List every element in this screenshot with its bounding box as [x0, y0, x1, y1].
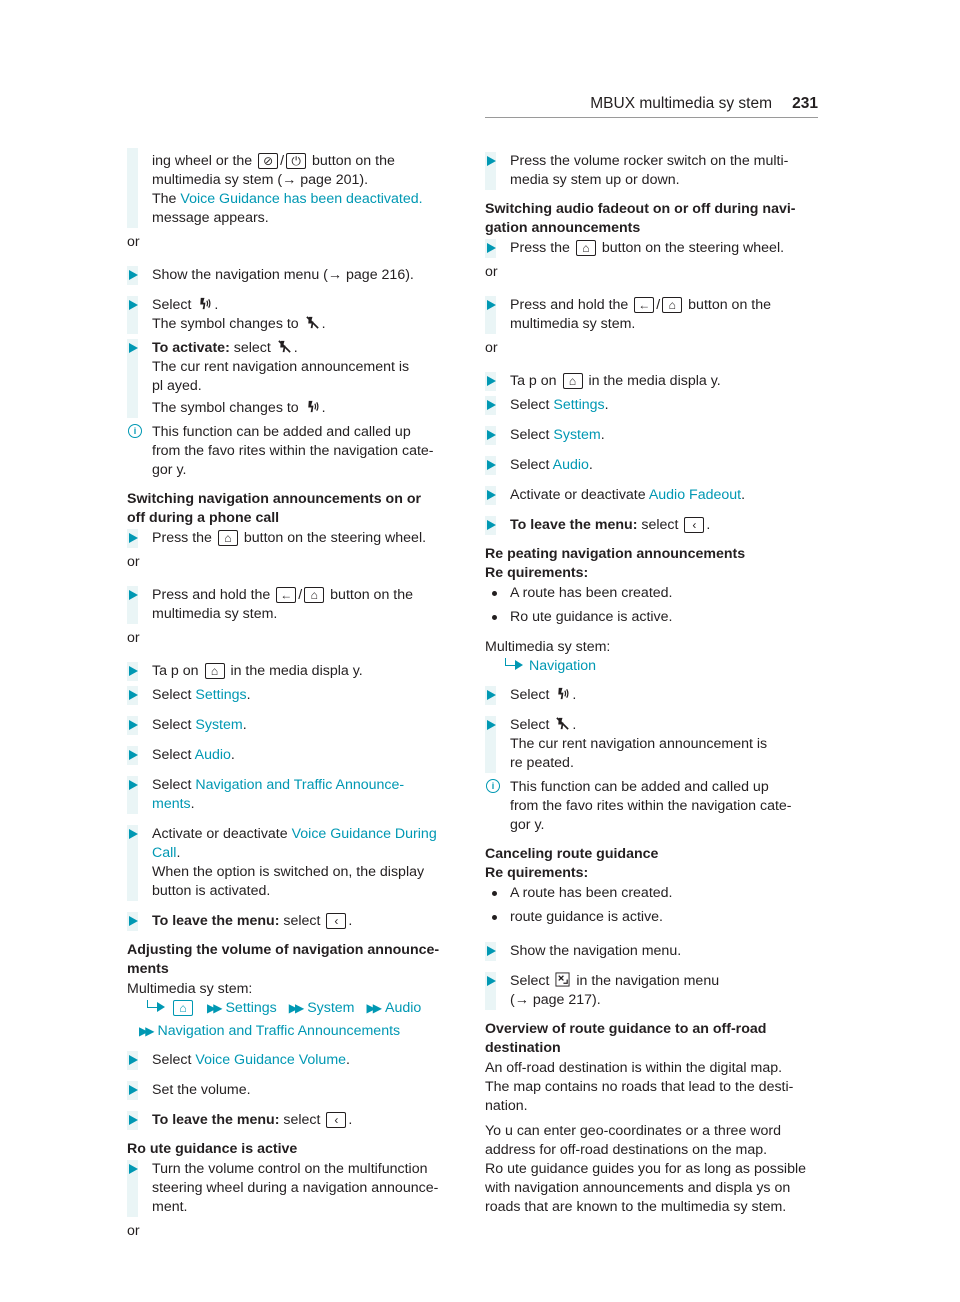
step-press-volume-rocker: Press the volume rocker switch on the multi‐ media sy stem up or down.	[485, 152, 820, 190]
path-arrow-icon	[157, 1002, 165, 1012]
step-press-home: Press the ⌂ button on the steering wheel.	[485, 239, 820, 258]
paragraph-offroad: An off-road destination is within the digital map. The map contains no roads that lead to the desti‐ nation.	[485, 1060, 794, 1114]
heading-route-active: Ro ute guidance is active	[127, 1141, 298, 1157]
step-select-system: Select System.	[127, 716, 462, 735]
step-select-settings: Select Settings.	[485, 396, 820, 415]
step-tap-home: Ta p on ⌂ in the media displa y.	[485, 372, 820, 391]
info-icon: i	[128, 424, 142, 438]
step-select-audio: Select Audio.	[485, 456, 820, 475]
step-bar	[127, 148, 138, 228]
step-arrow-icon	[487, 400, 496, 410]
step-arrow-icon	[487, 490, 496, 500]
or-text: or	[127, 1223, 140, 1239]
page-number: 231	[792, 95, 818, 112]
announcement-on-icon	[197, 296, 212, 311]
step-arrow-icon	[129, 1115, 138, 1125]
back-key-icon: ←	[634, 297, 654, 313]
step-arrow-icon	[129, 720, 138, 730]
step-select-system: Select System.	[485, 426, 820, 445]
info-icon: i	[486, 779, 500, 793]
step-select-announce-on: Select . The symbol changes to .	[127, 296, 462, 334]
step-press-home: Press the ⌂ button on the steering wheel.	[127, 529, 462, 548]
step-press-hold: Press and hold the ← / ⌂ button on the multimedia sy stem.	[127, 586, 462, 624]
announcement-on-icon	[305, 399, 320, 414]
home-icon: ⌂	[576, 240, 596, 256]
back-chevron-icon: ‹	[684, 517, 704, 533]
info-note: i This function can be added and called up from the favo rites within the navigation cate‐ gor y.	[485, 778, 820, 835]
step-show-nav-menu: Show the navigation menu (→ page 216).	[127, 266, 462, 285]
step-arrow-icon	[487, 156, 496, 166]
right-column	[485, 152, 820, 1217]
step-arrow-icon	[487, 460, 496, 470]
step-arrow-icon	[129, 270, 138, 280]
step-set-volume: Set the volume.	[127, 1081, 462, 1100]
menu-path: Navigation	[485, 657, 820, 676]
step-arrow-icon	[129, 1164, 138, 1174]
step-select-announce-repeat: Select . The cur rent navigation announcement is re peated.	[485, 716, 820, 773]
step-press-hold: Press and hold the ← / ⌂ button on the multimedia sy stem.	[485, 296, 820, 334]
heading-overview-offroad: Overview of route guidance to an off-road destination	[485, 1021, 767, 1056]
home-icon: ⌂	[563, 373, 583, 389]
requirement-item: A route has been created.	[485, 884, 820, 903]
step-select-cancel-route: Select in the navigation menu (→ page 217).	[485, 972, 820, 1010]
heading-adjust-volume: Adjusting the volume of navigation announce‐ ments	[127, 942, 440, 977]
left-column	[127, 152, 462, 1249]
announcement-off-icon	[305, 315, 320, 330]
step-arrow-icon	[129, 1085, 138, 1095]
step-arrow-icon	[487, 300, 496, 310]
home-icon: ⌂	[205, 663, 225, 679]
step-arrow-icon	[487, 946, 496, 956]
page-header	[485, 94, 818, 118]
step-arrow-icon	[129, 780, 138, 790]
announcement-on-icon	[555, 686, 570, 701]
step-select-voice-volume: Select Voice Guidance Volume.	[127, 1051, 462, 1070]
step-arrow-icon	[129, 829, 138, 839]
home-icon: ⌂	[662, 297, 682, 313]
multimedia-system-label: Multimedia sy stem:	[127, 981, 253, 997]
step-turn-volume: Turn the volume control on the multifunction steering wheel during a navigation announce‐ ment.	[127, 1160, 462, 1217]
or-text: or	[127, 630, 140, 646]
step-arrow-icon	[487, 243, 496, 253]
step-arrow-icon	[129, 1055, 138, 1065]
step-arrow-icon	[487, 430, 496, 440]
step-arrow-icon	[487, 520, 496, 530]
path-elbow-icon	[147, 1000, 157, 1008]
step-arrow-icon	[129, 343, 138, 353]
path-arrow-icon	[515, 660, 523, 670]
requirement-item: Ro ute guidance is active.	[485, 608, 820, 627]
back-key-icon: ←	[276, 587, 296, 603]
cancel-route-icon	[555, 972, 570, 987]
step-arrow-icon	[487, 376, 496, 386]
step-select-nav-traffic: Select Navigation and Traffic Announce‐ ments.	[127, 776, 462, 814]
step-leave-menu: To leave the menu: select ‹ .	[127, 1111, 462, 1130]
step-arrow-icon	[129, 666, 138, 676]
multimedia-system-label: Multimedia sy stem:	[485, 639, 611, 655]
back-chevron-icon: ‹	[326, 1112, 346, 1128]
mute-key-icon: ⊘	[258, 153, 278, 169]
power-key-icon: ⏻	[286, 153, 306, 169]
heading-repeating: Re peating navigation announcements Re quirements:	[485, 546, 746, 581]
announcement-off-icon	[277, 339, 292, 354]
step-select-audio: Select Audio.	[127, 746, 462, 765]
info-note: i This function can be added and called up from the favo rites within the navigation cate‐ gor y.	[127, 423, 462, 480]
step-arrow-icon	[487, 690, 496, 700]
step-tap-home: Ta p on ⌂ in the media displa y.	[127, 662, 462, 681]
home-icon: ⌂	[304, 587, 324, 603]
requirement-item: route guidance is active.	[485, 908, 820, 927]
step-arrow-icon	[129, 533, 138, 543]
paragraph-enter-coordinates: Yo u can enter geo-coordinates or a three word address for off-road destinations on the map. Ro ute guidance guides you for as long as possible with navigation announcements and displa ys on roads that are known to the multimedia sy stem.	[485, 1123, 807, 1215]
menu-path-cont: ▶▶ Navigation and Traffic Announcements	[139, 1023, 401, 1039]
home-icon: ⌂	[218, 530, 238, 546]
step-arrow-icon	[487, 976, 496, 986]
step-select-announce-on: Select .	[485, 686, 820, 705]
header-rule	[485, 117, 818, 118]
or-text: or	[127, 234, 140, 250]
step-to-activate: To activate: select . The cur rent navigation announcement is pl ayed. The symbol changes to .	[127, 339, 462, 418]
running-title: MBUX multimedia sy stem	[590, 95, 772, 112]
step-arrow-icon	[129, 916, 138, 926]
step-activate-voice-guidance-call: Activate or deactivate Voice Guidance During Call. When the option is switched on, the display button is activated.	[127, 825, 462, 901]
ui-text-voice-guidance-deactivated: Voice Guidance has been deactivated.	[180, 191, 423, 207]
home-icon: ⌂	[173, 1000, 193, 1016]
step-arrow-icon	[129, 750, 138, 760]
heading-canceling: Canceling route guidance Re quirements:	[485, 846, 659, 881]
back-chevron-icon: ‹	[326, 913, 346, 929]
or-text: or	[127, 554, 140, 570]
step-arrow-icon	[129, 590, 138, 600]
step-arrow-icon	[129, 690, 138, 700]
heading-audio-fadeout: Switching audio fadeout on or off during navi‐ gation announcements	[485, 201, 796, 236]
or-text: or	[485, 264, 498, 280]
menu-path: ⌂ ▶▶ Settings ▶▶ System ▶▶ Audio	[127, 999, 462, 1018]
step-leave-menu: To leave the menu: select ‹ .	[485, 516, 820, 535]
or-text: or	[485, 340, 498, 356]
path-elbow-icon	[505, 658, 515, 666]
step-arrow-icon	[487, 720, 496, 730]
heading-switching-call: Switching navigation announcements on or off during a phone call	[127, 491, 422, 526]
step-continued: ing wheel or the ⊘ / ⏻ button on the multimedia sy stem (→ page 201). The Voice Guidance has been deactivated. message appears.	[127, 152, 462, 228]
step-select-settings: Select Settings.	[127, 686, 462, 705]
announcement-off-icon	[555, 716, 570, 731]
step-arrow-icon	[129, 300, 138, 310]
step-activate-fadeout: Activate or deactivate Audio Fadeout.	[485, 486, 820, 505]
step-leave-menu: To leave the menu: select ‹ .	[127, 912, 462, 931]
requirement-item: A route has been created.	[485, 584, 820, 603]
step-show-nav-menu: Show the navigation menu.	[485, 942, 820, 961]
